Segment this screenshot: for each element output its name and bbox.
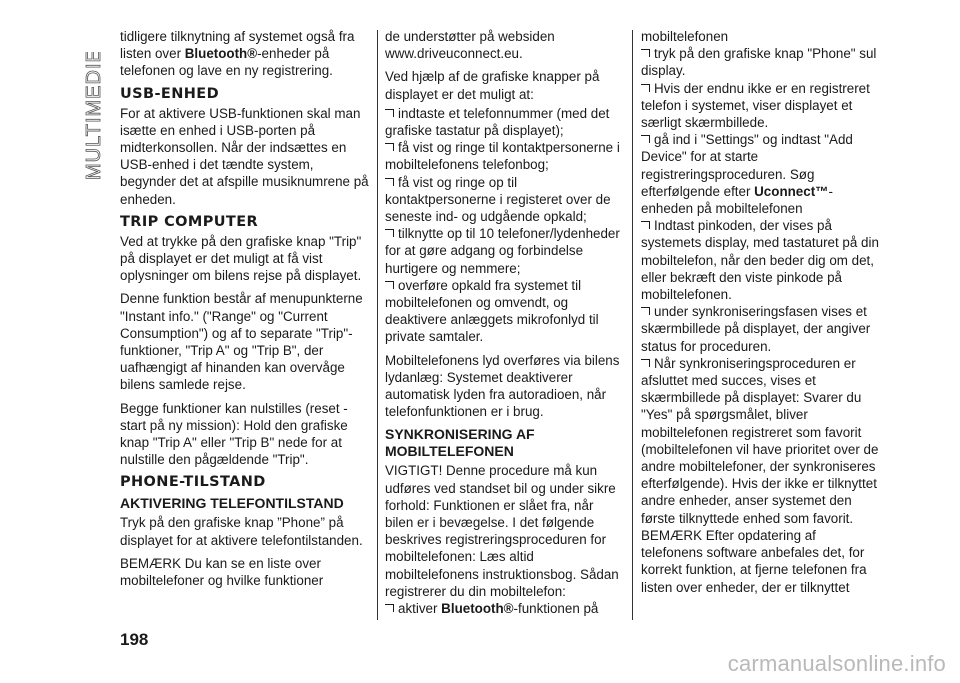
trip-paragraph-1: Ved at trykke på den grafiske knap "Trip" på displayet er det muligt at få vist oplysninger om bilens rejse på displayet. [120,233,362,284]
list-item: tilknytte op til 10 telefoner/lydenheder for at gøre adgang og forbindelse hurtigere og nemmere; [385,226,620,276]
column-divider [377,30,378,620]
phone-paragraph-2: BEMÆRK Du kan se en liste over mobiltelefoner og hvilke funktioner [120,555,324,589]
usb-paragraph: For at aktivere USB-funktionen skal man isætte en enhed i USB-porten på midterkonsollen. Når der indsættes en USB-enhed i det tændte system, begynder det at afspille musiknumrene på enheden. [120,105,369,207]
bullet-icon [385,229,394,237]
audio-paragraph: Mobiltelefonens lyd overføres via bilens lydanlæg: Systemet deaktiverer automatisk lyden fra autoradioen, når telefonfunktionen er i brug. [385,352,620,420]
list-item: indtaste et telefonnummer (med det grafiske tastatur på displayet); [385,105,610,139]
heading-usb: USB-ENHED [120,85,220,102]
column-3 [641,28,881,602]
bullet-icon [385,281,394,289]
list-item: gå ind i "Settings" og indtast "Add Device" for at starte registreringsproceduren. Søg efterfølgende efter Uconnect™-enheden på mobiltelefonen [641,132,853,217]
website-paragraph: de understøtter på websiden www.driveuconnect.eu. [385,29,555,62]
bullet-icon [641,84,650,92]
bullet-icon [641,49,650,57]
phone-paragraph-1: Tryk på den grafiske knap ”Phone” på displayet for at aktivere telefontilstanden. [120,515,363,548]
heading-phone-mode: PHONE-TILSTAND [120,474,266,491]
heading-sync-phone: SYNKRONISERING AF MOBILTELEFONEN [385,426,535,460]
list-item: Hvis der endnu ikke er en registreret telefon i systemet, viser displayet et særligt skærmbillede. [641,80,870,131]
continued-text: mobiltelefonen [641,29,729,44]
list-item: Indtast pinkoden, der vises på systemets display, med tastaturet på din mobiltelefon, når den beder dig om det, eller bekræft den viste pinkode på mobiltelefonen. [641,218,879,303]
heading-trip-computer: TRIP COMPUTER [120,213,259,230]
watermark: carmanualsonline.info [727,651,946,676]
heading-activate-phone: AKTIVERING TELEFONTILSTAND [120,495,344,512]
intro-paragraph: tidligere tilknytning af systemet også fra listen over Bluetooth®-enheder på telefonen og lave en ny registrering. [120,29,355,79]
trip-paragraph-2: Denne funktion består af menupunkterne "Instant info." ("Range" og "Current Consumption") og af to separate "Trip"-funktioner, "Trip A" og "Trip B", der uafhængigt af hinanden kan overvåge bilens samlede rejse. [120,291,363,393]
note-paragraph: BEMÆRK Efter opdatering af telefonens software anbefales det, for korrekt funktion, at fjerne telefonen fra listen over enheder, der er tilknyttet [641,527,867,595]
bullet-icon [385,604,394,612]
bullet-icon [641,221,650,229]
list-item: få vist og ringe til kontaktpersonerne i mobiltelefonens telefonbog; [385,140,620,173]
trip-paragraph-3: Begge funktioner kan nulstilles (reset - start på ny mission): Hold den grafiske knap "Trip A" eller "Trip B" nede for at nulstille den pågældende "Trip". [120,400,348,468]
bullet-icon [641,359,650,367]
page-number: 198 [120,630,149,649]
list-item: under synkroniseringsfasen vises et skærmbillede på displayet, der angiver status for proceduren. [641,304,871,354]
column-1 [120,28,370,595]
list-item: Når synkroniseringsproceduren er afsluttet med succes, vises et skærmbillede på displayet: Svarer du "Yes" på spørgsmålet, bliver mobiltelefonen registreret som favorit (mobiltelefonen vil have prioritet over de andre mobiltelefoner, der synkroniseres efterfølgende). Hvis der ikke er tilknyttet andre enheder, anser systemet den første tilknyttede enhed som favorit. [641,355,879,526]
list-item: tryk på den grafiske knap "Phone" sul display. [641,46,877,79]
list-item: aktiver Bluetooth®-funktionen på [385,600,625,617]
section-tab-label: MULTIMEDIE [83,52,105,180]
section-tab [78,52,108,182]
list-item: overføre opkald fra systemet til mobiltelefonen og omvendt, og deaktivere anlæggets mikrofonlyd til private samtaler. [385,277,599,345]
column-divider [632,30,633,620]
list-item: få vist og ringe op til kontaktpersonerne i registeret over de seneste ind- og udgående opkald; [385,174,611,225]
bullet-icon [385,109,394,117]
bullet-icon [641,307,650,315]
bullet-icon [385,143,394,151]
column-2 [385,28,625,617]
important-paragraph: VIGTIGT! Denne procedure må kun udføres ved standset bil og under sikre forhold: Funktionen er slået fra, når bilen er i bevægelse. I det følgende beskrives registreringsproceduren for mobiltelefonen: Læs altid mobiltelefonens instruktionsbog. Sådan registrerer du din mobiltelefon: [385,463,619,599]
buttons-paragraph: Ved hjælp af de grafiske knapper på displayet er det muligt at: [385,69,600,102]
bullet-icon [385,178,394,186]
bullet-icon [641,135,650,143]
